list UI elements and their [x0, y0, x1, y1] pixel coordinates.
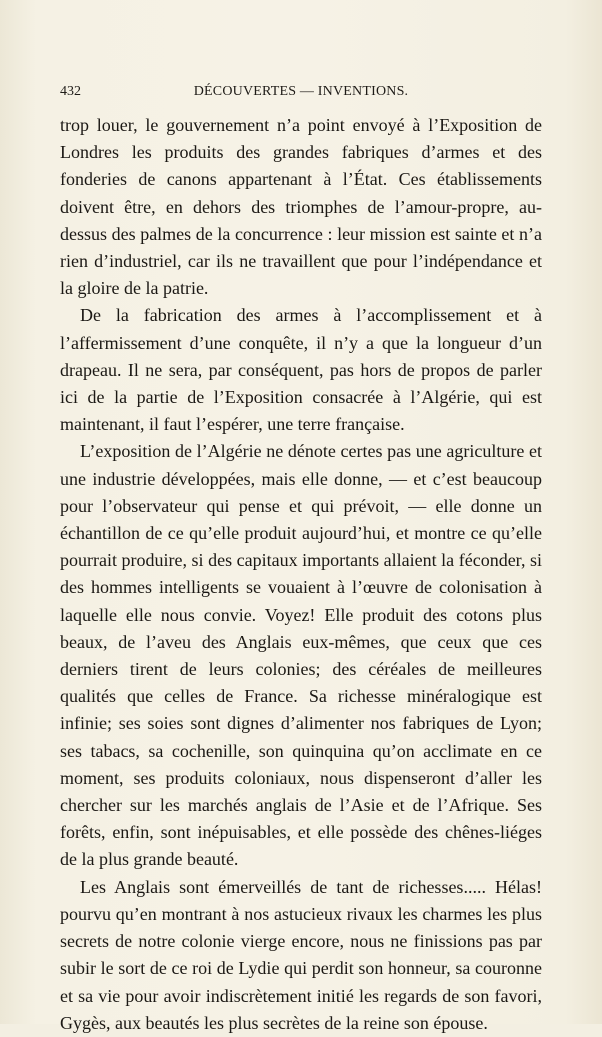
- running-title: DÉCOUVERTES — INVENTIONS.: [193, 84, 409, 99]
- paragraph: De la fabrication des armes à l’accomplissement et à l’affermissement d’une conquête, il n’y a que la longueur d’un drapeau. Il ne sera, par conséquent, pas hors de propos de parler ici de la partie de l’Exposition consacrée à l’Algérie, qui est maintenant, il faut l’espérer, une terre française.: [60, 305, 542, 435]
- paragraph: trop louer, le gouvernement n’a point envoyé à l’Exposition de Londres les produits des grandes fabriques d’armes et des fonderies de canons appartenant à l’État. Ces établissements doivent être, en dehors des triomphes de l’amour-propre, au-dessus des palmes de la concurrence : leur mission est sainte et n’a rien d’industriel, car ils ne travaillent que pour l’indépendance et la gloire de la patrie.: [60, 115, 542, 299]
- paragraph: Les Anglais sont émerveillés de tant de richesses..... Hélas! pourvu qu’en montrant à nos astucieux rivaux les charmes les plus secrets de notre colonie vierge encore, nous ne finissions pas par subir le sort de ce roi de Lydie qui perdit son honneur, sa couronne et sa vie pour avoir indiscrètement initié les regards de son favori, Gygès, aux beautés les plus secrètes de la reine son épouse.: [60, 876, 542, 1033]
- page-number: 432: [60, 84, 81, 99]
- paragraph: L’exposition de l’Algérie ne dénote certes pas une agriculture et une industrie développées, mais elle donne, — et c’est beaucoup pour l’observateur qui pense et qui prévoit, — elle donne un échantillon de ce qu’elle produit aujourd’hui, et montre ce qu’elle pourrait produire, si des capitaux importants allaient la féconder, si des hommes intelligents se vouaient à l’œuvre de colonisation à laquelle elle nous convie. Voyez! Elle produit des cotons plus beaux, de l’aveu des Anglais eux-mêmes, que ceux que ces derniers tirent de leurs colonies; des céréales de meilleures qualités que celles de France. Sa richesse minéralogique est infinie; ses soies sont dignes d’alimenter nos fabriques de Lyon; ses tabacs, sa cochenille, son quinquina qu’on acclimate en ce moment, ses produits coloniaux, nous dispenseront d’aller les chercher sur les marchés anglais de l’Asie et de l’Afrique. Ses forêts, enfin, sont inépuisables, et elle possède des chênes-liéges de la plus grande beauté.: [60, 441, 542, 870]
- body-text: [60, 112, 542, 1037]
- running-head: [60, 84, 542, 104]
